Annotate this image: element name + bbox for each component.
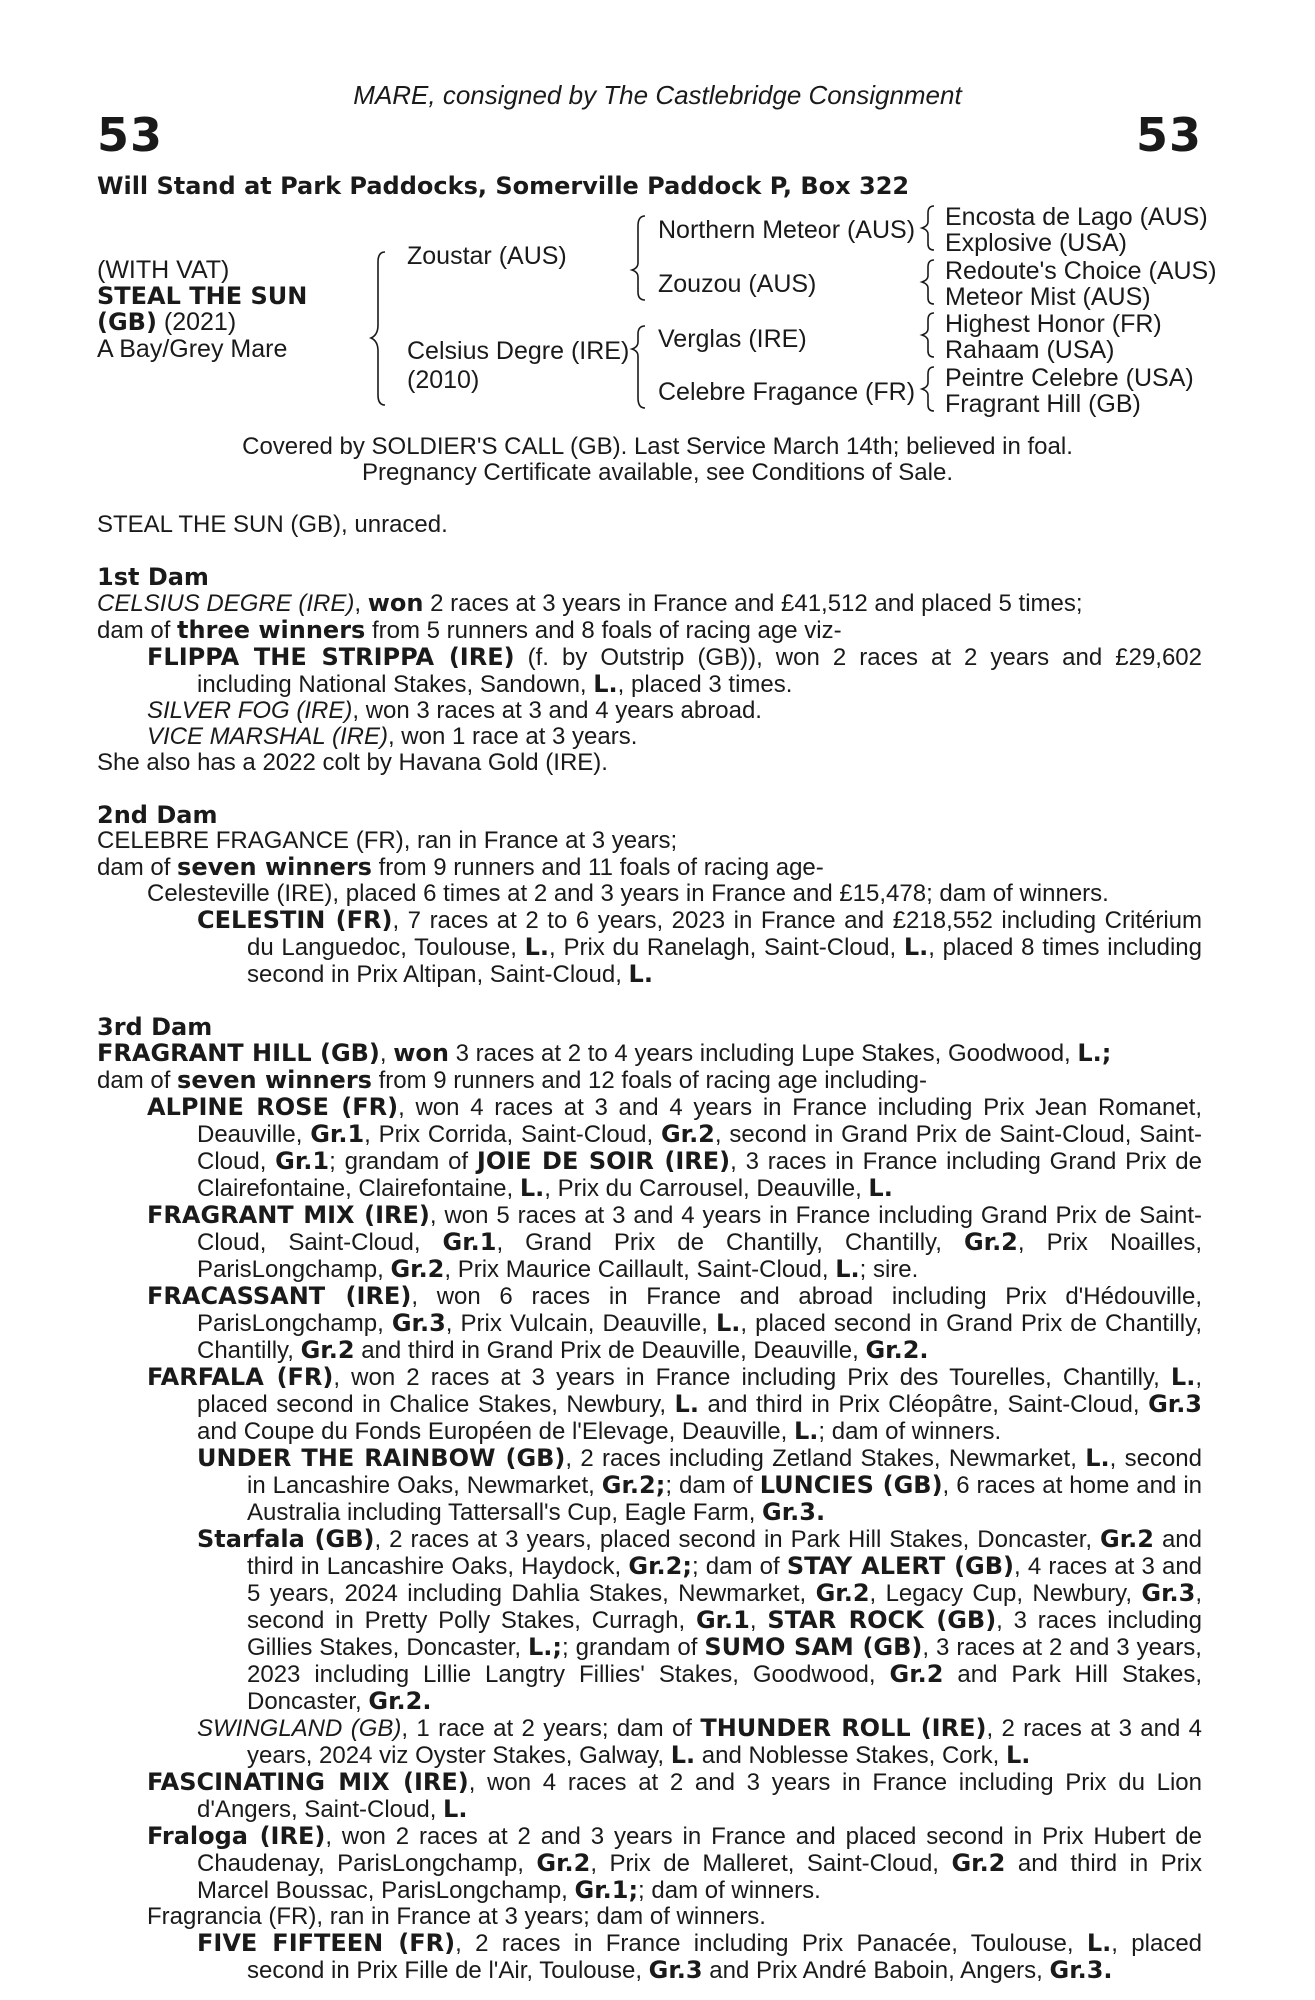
third-dam-produce <box>97 1067 1202 1094</box>
third-dam-name: FRAGRANT HILL (GB) <box>97 1039 380 1067</box>
granddam-3: Rahaam (USA) <box>945 336 1115 364</box>
sire: Zoustar (AUS) <box>407 242 567 270</box>
foal-record: , won 2 races at 3 years in France including Prix des Tourelles, Chantilly, <box>333 1364 1171 1391</box>
g-brace-2 <box>922 260 934 304</box>
first-dam-heading: 1st Dam <box>97 563 209 591</box>
foal-record: , Prix Noailles, ParisLongchamp, <box>197 1229 1203 1283</box>
foal-alpine-rose <box>97 1094 1202 1202</box>
stand-location: Will Stand at Park Paddocks, Somerville Paddock P, Box 322 <box>97 172 910 200</box>
listed-mark: L. <box>593 670 618 698</box>
foal-fracassant <box>97 1283 1202 1364</box>
listed-mark: L. <box>1086 1929 1112 1957</box>
foal-name: Fraloga (IRE) <box>147 1822 326 1850</box>
group-mark: Gr.2 <box>963 1228 1018 1256</box>
foal-record: , 4 races at 3 and 5 years, 2024 including Dahlia Stakes, Newmarket, <box>247 1553 1203 1607</box>
foal-record: , won 4 races at 3 and 4 years in France including Prix Jean Romanet, Deauville, <box>197 1094 1202 1148</box>
winner-count: seven winners <box>177 1066 372 1094</box>
sire-sire: Northern Meteor (AUS) <box>658 216 916 244</box>
foal-record: and third in Prix Cléopâtre, Saint-Cloud, <box>698 1391 1149 1418</box>
foal-record: , Prix du Carrousel, Deauville, <box>544 1175 869 1202</box>
foal-record: , placed 8 times including second in Prix Altipan, Saint-Cloud, <box>247 934 1202 988</box>
group-mark: Gr.2; <box>601 1471 666 1499</box>
group-mark: Gr.3. <box>762 1498 826 1526</box>
foal-record: , 6 races at home and in Australia including Tattersall's Cup, Eagle Farm, <box>247 1472 1202 1526</box>
foal-record: , placed second in Chalice Stakes, Newbury, <box>197 1364 1202 1418</box>
foal-celesteville: Celesteville (IRE), placed 6 times at 2 and 3 years in France and £15,478; dam of winners. <box>147 880 1109 907</box>
dam-brace <box>632 326 645 408</box>
foal-record: , won 5 races at 3 and 4 years in France including Grand Prix de Saint-Cloud, Saint-Cloud, <box>197 1202 1202 1256</box>
foal-record: , 3 races including Gillies Stakes, Doncaster, <box>247 1607 1202 1661</box>
catalogue-body <box>97 512 1202 1984</box>
foal-name: ALPINE ROSE (FR) <box>147 1093 399 1121</box>
listed-mark: L. <box>868 1174 893 1202</box>
foal-record: , Grand Prix de Chantilly, Chantilly, <box>496 1229 964 1256</box>
foal-record: and Park Hill Stakes, Doncaster, <box>247 1661 1202 1715</box>
foal-record: and Prix André Baboin, Angers, <box>702 1957 1050 1984</box>
group-mark: Gr.2. <box>368 1687 432 1715</box>
foal-record: (f. by Outstrip (GB)), won 2 races at 2 years and £29,602 including National Stakes, Sandown, <box>197 644 1202 698</box>
foal-name: FRACASSANT (IRE) <box>147 1282 412 1310</box>
listed-mark: L. <box>524 933 550 961</box>
group-mark: Gr.1 <box>275 1147 330 1175</box>
race-record: STEAL THE SUN (GB), unraced. <box>97 511 448 538</box>
covered-line-2: Pregnancy Certificate available, see Conditions of Sale. <box>362 459 953 486</box>
consignor-line: MARE, consigned by The Castlebridge Consignment <box>353 80 962 110</box>
foal-record: , Prix de Malleret, Saint-Cloud, <box>590 1850 952 1877</box>
dam-of-label: dam of <box>97 854 178 881</box>
winner-count: seven winners <box>177 853 372 881</box>
foal-record: , won 2 races at 2 and 3 years in France and placed second in Prix Hubert de Chaudenay, ParisLongchamp, <box>197 1823 1202 1877</box>
sire-brace <box>632 216 645 300</box>
foal-record: , 2 races at 3 and 4 years, 2024 viz Oyster Stakes, Galway, <box>247 1715 1203 1769</box>
foal-record: and Coupe du Fonds Européen de l'Elevage, Deauville, <box>197 1418 794 1445</box>
g-brace-1 <box>922 206 934 250</box>
granddam-4: Fragrant Hill (GB) <box>945 390 1141 418</box>
foal-record: , 1 race at 2 years; dam of <box>401 1715 701 1742</box>
produce-summary: from 5 runners and 8 foals of racing age viz- <box>365 617 842 644</box>
listed-mark: L. <box>519 1174 545 1202</box>
foal-under-the-rainbow <box>97 1445 1202 1526</box>
third-dam-intro: FRAGRANT HILL (GB), won 3 races at 2 to 4 years including Lupe Stakes, Goodwood, L.; <box>97 1039 1112 1067</box>
listed-mark: L. <box>715 1309 741 1337</box>
foal-record: , placed second in Prix Fille de l'Air, Toulouse, <box>247 1930 1203 1984</box>
foal-record: , won 4 races at 2 and 3 years in France including Prix du Lion d'Angers, Saint-Cloud, <box>197 1769 1202 1823</box>
foal-record: , won 6 races in France and abroad including Prix d'Hédouville, ParisLongchamp, <box>197 1283 1202 1337</box>
grandsire-2: Redoute's Choice (AUS) <box>945 257 1217 285</box>
grandfoal-name: THUNDER ROLL (IRE) <box>700 1714 987 1742</box>
second-dam-produce <box>97 854 1202 881</box>
dam-sire: Verglas (IRE) <box>658 325 807 353</box>
foal-record: , Prix Corrida, Saint-Cloud, <box>364 1121 661 1148</box>
group-mark: Gr.2. <box>865 1336 929 1364</box>
foal-record: , second in Pretty Polly Stakes, Curragh, <box>247 1580 1202 1634</box>
third-dam-heading: 3rd Dam <box>97 1013 213 1041</box>
foal-record: and third in Grand Prix de Deauville, Deauville, <box>354 1337 866 1364</box>
foal-swingland <box>97 1715 1202 1769</box>
foal-five-fifteen <box>97 1930 1202 1984</box>
grandfoal-name: STAY ALERT (GB) <box>786 1552 1015 1580</box>
foal-silver-fog <box>97 698 1202 724</box>
horse-country: (GB) <box>97 308 157 336</box>
foal-fraloga <box>97 1823 1202 1904</box>
dam-of-label: dam of <box>97 1067 178 1094</box>
foal-record: and Noblesse Stakes, Cork, <box>695 1742 1006 1769</box>
vat-label: (WITH VAT) <box>97 256 230 284</box>
foal-starfala <box>97 1526 1202 1715</box>
first-dam-summary: 2 races at 3 years in France and £41,512 and placed 5 times; <box>423 590 1083 617</box>
group-mark: Gr.2 <box>660 1120 715 1148</box>
group-mark: Gr.3. <box>1049 1956 1113 1984</box>
group-mark: Gr.2 <box>300 1336 355 1364</box>
foal-fascinating-mix <box>97 1769 1202 1823</box>
foal-record: , won 1 race at 3 years. <box>387 723 638 750</box>
foal-name: FARFALA (FR) <box>147 1363 334 1391</box>
foal-record: and third in Prix Marcel Boussac, ParisLongchamp, <box>197 1850 1203 1904</box>
second-dam-heading: 2nd Dam <box>97 801 218 829</box>
foal-record: , 3 races at 2 and 3 years, 2023 including Lillie Langtry Fillies' Stakes, Goodwood, <box>247 1634 1202 1688</box>
foal-record: , Prix du Ranelagh, Saint-Cloud, <box>549 934 904 961</box>
listed-mark: L. <box>835 1255 860 1283</box>
won-label: won <box>393 1039 449 1067</box>
foal-record: , placed second in Grand Prix de Chantilly, Chantilly, <box>197 1310 1202 1364</box>
foal-record: ; grandam of <box>562 1634 705 1661</box>
foal-record: , Prix Vulcain, Deauville, <box>445 1310 716 1337</box>
dam-dam: Celebre Fragance (FR) <box>658 378 916 406</box>
foal-record: , 3 races in France including Grand Prix de Clairefontaine, Clairefontaine, <box>197 1148 1202 1202</box>
foal-name: FLIPPA THE STRIPPA (IRE) <box>147 643 515 671</box>
listed-mark: L. <box>1170 1363 1196 1391</box>
group-mark: Gr.3 <box>1148 1390 1203 1418</box>
listed-mark: L. <box>674 1390 699 1418</box>
g-brace-3 <box>922 313 934 357</box>
horse-name: STEAL THE SUN <box>97 282 308 310</box>
foal-fragrant-mix <box>97 1202 1202 1283</box>
covered-line-1: Covered by SOLDIER'S CALL (GB). Last Service March 14th; believed in foal. <box>242 433 1073 460</box>
foal-record: ; sire. <box>859 1256 919 1283</box>
foal-record: ; dam of <box>691 1553 787 1580</box>
foal-name: SWINGLAND (GB) <box>197 1715 402 1742</box>
listed-mark: L.; <box>1077 1039 1112 1067</box>
sire-dam: Zouzou (AUS) <box>658 270 817 298</box>
foal-record: and third in Lancashire Oaks, Haydock, <box>247 1526 1203 1580</box>
foal-record: , Prix Maurice Caillault, Saint-Cloud, <box>444 1256 836 1283</box>
horse-year: (2021) <box>163 308 237 336</box>
lot-number-left: 53 <box>97 108 164 162</box>
listed-mark: L. <box>1085 1444 1110 1472</box>
also-has-note: She also has a 2022 colt by Havana Gold (IRE). <box>97 749 608 776</box>
foal-fragrancia: Fragrancia (FR), ran in France at 3 years; dam of winners. <box>147 1903 766 1930</box>
foal-name: FIVE FIFTEEN (FR) <box>197 1929 456 1957</box>
group-mark: Gr.1 <box>310 1120 365 1148</box>
first-dam-produce <box>97 617 1202 644</box>
foal-record: , second in Lancashire Oaks, Newmarket, <box>247 1445 1202 1499</box>
foal-name: CELESTIN (FR) <box>197 906 393 934</box>
first-dam-name: CELSIUS DEGRE (IRE) <box>97 590 355 617</box>
foal-record: , 2 races in France including Prix Panacée, Toulouse, <box>455 1930 1087 1957</box>
grandsire-3: Highest Honor (FR) <box>945 310 1162 338</box>
grandfoal-name: SUMO SAM (GB) <box>704 1633 923 1661</box>
group-mark: Gr.2 <box>951 1849 1006 1877</box>
foal-name: UNDER THE RAINBOW (GB) <box>197 1444 566 1472</box>
granddam-1: Explosive (USA) <box>945 229 1127 257</box>
foal-record: , second in Grand Prix de Saint-Cloud, Saint-Cloud, <box>197 1121 1202 1175</box>
foal-name: Starfala (GB) <box>197 1525 375 1553</box>
foal-vice-marshal <box>97 724 1202 750</box>
foal-record-end: , placed 3 times. <box>617 671 793 698</box>
foal-record: ; dam of winners. <box>818 1418 1002 1445</box>
third-dam-summary: 3 races at 2 to 4 years including Lupe Stakes, Goodwood, <box>449 1040 1078 1067</box>
group-mark: Gr.2 <box>536 1849 591 1877</box>
foal-record: , 2 races including Zetland Stakes, Newmarket, <box>565 1445 1086 1472</box>
group-mark: Gr.2 <box>390 1255 445 1283</box>
group-mark: Gr.1; <box>574 1876 639 1904</box>
listed-mark: L. <box>443 1795 468 1823</box>
group-mark: Gr.1 <box>442 1228 497 1256</box>
group-mark: Gr.3 <box>648 1956 703 1984</box>
listed-mark: L. <box>903 933 929 961</box>
foal-record: ; dam of <box>665 1472 760 1499</box>
group-mark: Gr.3 <box>391 1309 446 1337</box>
foal-flippa <box>97 644 1202 698</box>
produce-summary: from 9 runners and 11 foals of racing age- <box>371 854 824 881</box>
foal-name: SILVER FOG (IRE) <box>147 697 353 724</box>
group-mark: Gr.2 <box>889 1660 944 1688</box>
foal-celestin <box>97 907 1202 988</box>
foal-record: , won 3 races at 3 and 4 years abroad. <box>352 697 762 724</box>
listed-mark: L. <box>628 960 653 988</box>
granddam-2: Meteor Mist (AUS) <box>945 283 1151 311</box>
foal-farfala <box>97 1364 1202 1445</box>
foal-record: ; grandam of <box>329 1148 477 1175</box>
first-dam-intro: CELSIUS DEGRE (IRE), won 2 races at 3 years in France and £41,512 and placed 5 times; <box>97 589 1083 617</box>
grandfoal-name: LUNCIES (GB) <box>759 1471 943 1499</box>
group-mark: Gr.2 <box>815 1579 870 1607</box>
produce-summary: from 9 runners and 12 foals of racing age including- <box>371 1067 927 1094</box>
g-brace-4 <box>922 367 934 411</box>
group-mark: Gr.1 <box>695 1606 750 1634</box>
listed-mark: L. <box>670 1741 696 1769</box>
listed-mark: L.; <box>528 1633 563 1661</box>
won-label: won <box>367 589 424 617</box>
second-dam-intro: CELEBRE FRAGANCE (FR), ran in France at 3 years; <box>97 827 678 854</box>
lot-number-right: 53 <box>1135 108 1202 162</box>
group-mark: Gr.2; <box>628 1552 692 1580</box>
foal-name: FASCINATING MIX (IRE) <box>147 1768 469 1796</box>
foal-name: FRAGRANT MIX (IRE) <box>147 1201 430 1229</box>
winner-count: three winners <box>177 616 366 644</box>
grandsire-4: Peintre Celebre (USA) <box>945 364 1194 392</box>
horse-description: A Bay/Grey Mare <box>97 335 288 363</box>
group-mark: Gr.2 <box>1100 1525 1154 1553</box>
foal-record: , 2 races at 3 years, placed second in Park Hill Stakes, Doncaster, <box>374 1526 1101 1553</box>
grandfoal-name: STAR ROCK (GB) <box>767 1606 997 1634</box>
separator: , <box>749 1607 768 1634</box>
grandsire-1: Encosta de Lago (AUS) <box>945 203 1208 231</box>
group-mark: Gr.3 <box>1141 1579 1196 1607</box>
grandfoal-name: JOIE DE SOIR (IRE) <box>476 1147 731 1175</box>
dam-of-label: dam of <box>97 617 178 644</box>
foal-record: ; dam of winners. <box>638 1877 821 1904</box>
dam: Celsius Degre (IRE) <box>407 337 630 365</box>
dam-year: (2010) <box>407 366 480 394</box>
foal-record: , 7 races at 2 to 6 years, 2023 in France and £218,552 including Critérium du Languedoc, Toulouse, <box>247 907 1202 961</box>
listed-mark: L. <box>794 1417 819 1445</box>
main-brace <box>371 252 385 405</box>
foal-record: , Legacy Cup, Newbury, <box>869 1580 1142 1607</box>
listed-mark: L. <box>1005 1741 1031 1769</box>
foal-name: VICE MARSHAL (IRE) <box>147 723 388 750</box>
